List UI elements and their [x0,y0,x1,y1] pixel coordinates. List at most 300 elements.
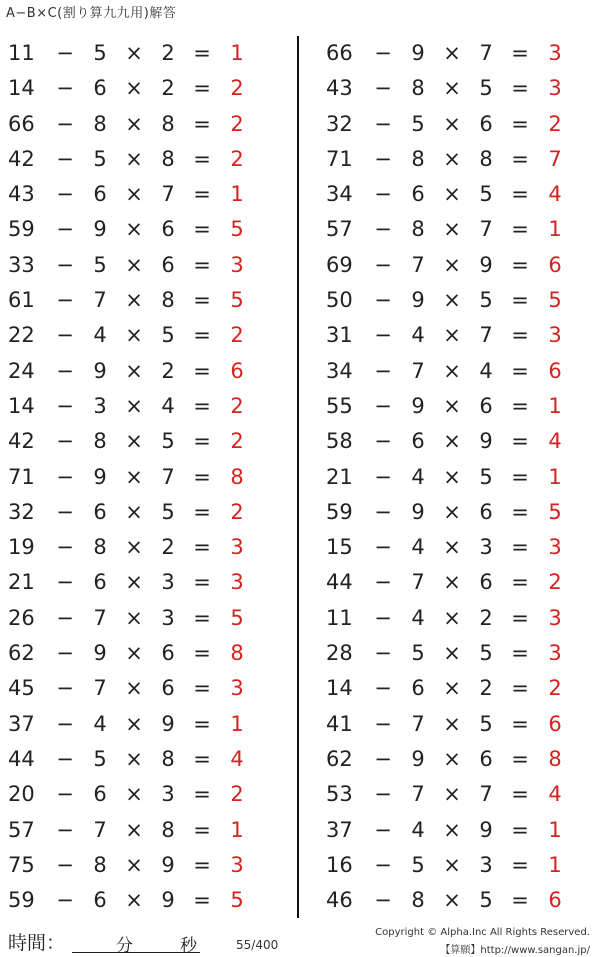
equals-sign: = [511,711,529,736]
times-sign: × [443,288,461,313]
minuend: 42 [8,146,35,171]
minus-sign: − [56,429,74,454]
times-sign: × [125,288,143,313]
equals-sign: = [193,676,211,701]
minuend: 53 [326,782,353,807]
equals-sign: = [511,641,529,666]
answer: 1 [548,217,562,242]
minuend: 19 [8,535,35,560]
multiplicand: 7 [411,782,425,807]
answer: 2 [230,393,244,418]
equals-sign: = [511,111,529,136]
times-sign: × [125,535,143,560]
times-sign: × [443,499,461,524]
answer: 3 [230,852,244,877]
minus-sign: − [56,41,74,65]
minus-sign: − [56,746,74,771]
times-sign: × [125,393,143,418]
multiplier: 9 [479,817,493,842]
minus-sign: − [374,676,392,701]
multiplicand: 4 [93,711,107,736]
minuend: 21 [326,464,353,489]
times-sign: × [125,111,143,136]
times-sign: × [443,252,461,277]
answer: 7 [548,146,562,171]
minuend: 14 [8,76,35,101]
equals-sign: = [511,605,529,630]
minuend: 34 [326,182,353,207]
answer: 8 [230,641,244,666]
answer: 6 [548,252,562,277]
multiplicand: 9 [93,217,107,242]
answer: 3 [548,535,562,560]
equals-sign: = [511,358,529,383]
equals-sign: = [193,41,211,65]
multiplier: 9 [479,252,493,277]
times-sign: × [125,429,143,454]
times-sign: × [125,888,143,913]
multiplicand: 5 [411,641,425,666]
equals-sign: = [193,852,211,877]
multiplier: 7 [479,41,493,65]
minuend: 59 [8,888,35,913]
times-sign: × [443,393,461,418]
times-sign: × [125,41,143,65]
multiplicand: 8 [411,217,425,242]
minuend: 16 [326,852,353,877]
minuend: 22 [8,323,35,348]
answer: 2 [548,676,562,701]
minuend: 75 [8,852,35,877]
minuend: 71 [326,146,353,171]
multiplicand: 8 [411,888,425,913]
multiplier: 5 [161,323,175,348]
multiplier: 7 [479,217,493,242]
times-sign: × [125,605,143,630]
multiplier: 7 [161,464,175,489]
answer: 4 [548,782,562,807]
multiplier: 3 [479,535,493,560]
minuend: 59 [326,499,353,524]
minuend: 42 [8,429,35,454]
minus-sign: − [56,217,74,242]
times-sign: × [125,782,143,807]
answer: 2 [230,146,244,171]
answer: 8 [548,746,562,771]
equals-sign: = [511,41,529,65]
answer: 2 [548,570,562,595]
minuend: 44 [8,746,35,771]
equals-sign: = [511,182,529,207]
minus-sign: − [56,641,74,666]
minuend: 66 [326,41,353,65]
minus-sign: − [56,605,74,630]
answer: 1 [548,393,562,418]
answer: 5 [230,288,244,313]
multiplier: 8 [479,146,493,171]
times-sign: × [125,641,143,666]
answer: 2 [548,111,562,136]
multiplier: 9 [161,888,175,913]
answer: 5 [230,605,244,630]
answer: 1 [230,182,244,207]
equals-sign: = [193,111,211,136]
times-sign: × [125,252,143,277]
times-sign: × [443,746,461,771]
minuend: 34 [326,358,353,383]
equals-sign: = [511,393,529,418]
minuend: 44 [326,570,353,595]
times-sign: × [125,323,143,348]
minus-sign: − [56,888,74,913]
answer: 2 [230,499,244,524]
times-sign: × [125,182,143,207]
multiplicand: 6 [93,499,107,524]
equals-sign: = [193,182,211,207]
equals-sign: = [193,535,211,560]
multiplier: 5 [161,499,175,524]
times-sign: × [443,535,461,560]
minus-sign: − [374,570,392,595]
minuend: 43 [8,182,35,207]
multiplicand: 4 [411,535,425,560]
minus-sign: − [56,358,74,383]
multiplicand: 6 [411,182,425,207]
minus-sign: − [374,429,392,454]
multiplicand: 6 [411,676,425,701]
minus-sign: − [374,146,392,171]
answer: 5 [548,288,562,313]
minuend: 31 [326,323,353,348]
minus-sign: − [374,817,392,842]
equals-sign: = [511,323,529,348]
copyright-notice: Copyright © Alpha.Inc All Rights Reserved. [375,927,590,938]
multiplicand: 8 [93,111,107,136]
times-sign: × [443,146,461,171]
multiplier: 7 [161,182,175,207]
equals-sign: = [193,146,211,171]
minus-sign: − [56,817,74,842]
minuend: 14 [8,393,35,418]
multiplicand: 8 [93,852,107,877]
minuend: 46 [326,888,353,913]
second-label: 秒 [180,936,197,956]
multiplier: 7 [479,323,493,348]
multiplicand: 7 [411,252,425,277]
minus-sign: − [56,570,74,595]
equals-sign: = [193,605,211,630]
times-sign: × [443,817,461,842]
multiplicand: 6 [93,182,107,207]
minus-sign: − [374,323,392,348]
minus-sign: − [56,288,74,313]
multiplier: 4 [479,358,493,383]
multiplicand: 9 [411,393,425,418]
equals-sign: = [193,746,211,771]
minus-sign: − [374,252,392,277]
multiplicand: 6 [411,429,425,454]
equals-sign: = [511,570,529,595]
answer: 1 [230,41,244,65]
multiplicand: 5 [93,746,107,771]
times-sign: × [443,41,461,65]
minus-sign: − [374,746,392,771]
minus-sign: − [56,782,74,807]
answer: 3 [230,535,244,560]
minus-sign: − [374,782,392,807]
times-sign: × [443,782,461,807]
answer: 3 [548,641,562,666]
minuend: 28 [326,641,353,666]
minus-sign: − [374,852,392,877]
times-sign: × [125,817,143,842]
minuend: 32 [326,111,353,136]
multiplier: 8 [161,817,175,842]
answer: 2 [230,323,244,348]
answer: 2 [230,76,244,101]
multiplicand: 6 [93,570,107,595]
answer: 8 [230,464,244,489]
times-sign: × [443,323,461,348]
equals-sign: = [193,464,211,489]
multiplicand: 4 [411,605,425,630]
site-url: 【算願】http://www.sangan.jp/ [440,945,590,956]
answer: 3 [548,323,562,348]
multiplicand: 9 [411,41,425,65]
multiplicand: 5 [411,852,425,877]
multiplier: 8 [161,111,175,136]
answer: 2 [230,429,244,454]
multiplier: 9 [161,711,175,736]
equals-sign: = [193,782,211,807]
minus-sign: − [56,252,74,277]
answer: 2 [230,782,244,807]
multiplicand: 5 [93,41,107,65]
minuend: 57 [326,217,353,242]
minus-sign: − [374,182,392,207]
answer: 6 [548,711,562,736]
minus-sign: − [374,41,392,65]
answer: 1 [548,817,562,842]
multiplier: 6 [479,746,493,771]
minus-sign: − [374,499,392,524]
minuend: 43 [326,76,353,101]
minuend: 62 [8,641,35,666]
minus-sign: − [374,711,392,736]
answer: 1 [548,852,562,877]
minus-sign: − [56,182,74,207]
times-sign: × [443,358,461,383]
multiplier: 6 [161,641,175,666]
times-sign: × [125,146,143,171]
minus-sign: − [374,111,392,136]
equals-sign: = [511,429,529,454]
minus-sign: − [374,641,392,666]
multiplicand: 7 [93,288,107,313]
times-sign: × [443,76,461,101]
equals-sign: = [511,535,529,560]
minus-sign: − [56,464,74,489]
minus-sign: − [374,76,392,101]
multiplicand: 6 [93,782,107,807]
minus-sign: − [374,393,392,418]
minus-sign: − [56,323,74,348]
times-sign: × [443,641,461,666]
multiplicand: 4 [93,323,107,348]
minus-sign: − [374,288,392,313]
times-sign: × [443,217,461,242]
times-sign: × [125,711,143,736]
minus-sign: − [374,217,392,242]
times-sign: × [125,570,143,595]
equals-sign: = [511,782,529,807]
multiplier: 7 [479,782,493,807]
answer: 3 [548,605,562,630]
equals-sign: = [193,252,211,277]
minute-label: 分 [116,936,133,956]
equals-sign: = [511,817,529,842]
multiplier: 5 [479,76,493,101]
multiplier: 6 [479,570,493,595]
multiplier: 5 [479,888,493,913]
minuend: 15 [326,535,353,560]
minuend: 62 [326,746,353,771]
multiplicand: 7 [411,711,425,736]
minuend: 32 [8,499,35,524]
answer: 4 [230,746,244,771]
minuend: 33 [8,252,35,277]
minuend: 55 [326,393,353,418]
multiplicand: 7 [411,358,425,383]
time-label: 時間： [8,932,66,954]
answer: 2 [230,111,244,136]
multiplier: 5 [479,288,493,313]
multiplicand: 9 [93,358,107,383]
times-sign: × [443,605,461,630]
minus-sign: − [56,676,74,701]
equals-sign: = [193,711,211,736]
multiplicand: 7 [93,605,107,630]
equals-sign: = [193,393,211,418]
answer: 3 [548,76,562,101]
multiplicand: 7 [93,817,107,842]
answer: 3 [230,252,244,277]
equals-sign: = [193,641,211,666]
times-sign: × [443,888,461,913]
multiplier: 3 [161,782,175,807]
equals-sign: = [193,76,211,101]
multiplicand: 7 [93,676,107,701]
equals-sign: = [511,676,529,701]
multiplier: 9 [161,852,175,877]
times-sign: × [125,676,143,701]
multiplier: 8 [161,746,175,771]
times-sign: × [125,746,143,771]
times-sign: × [125,358,143,383]
equals-sign: = [511,76,529,101]
multiplier: 2 [161,535,175,560]
times-sign: × [125,217,143,242]
multiplier: 6 [479,393,493,418]
multiplicand: 9 [93,641,107,666]
multiplier: 6 [161,676,175,701]
multiplicand: 8 [411,76,425,101]
equals-sign: = [193,888,211,913]
answer: 5 [548,499,562,524]
minuend: 11 [326,605,353,630]
equals-sign: = [193,358,211,383]
multiplier: 5 [479,464,493,489]
equals-sign: = [193,499,211,524]
times-sign: × [443,182,461,207]
minuend: 61 [8,288,35,313]
minuend: 45 [8,676,35,701]
times-sign: × [125,464,143,489]
answer: 6 [230,358,244,383]
multiplier: 3 [479,852,493,877]
equals-sign: = [511,288,529,313]
equals-sign: = [193,323,211,348]
minuend: 37 [326,817,353,842]
multiplicand: 5 [411,111,425,136]
multiplicand: 3 [93,393,107,418]
multiplier: 5 [161,429,175,454]
equals-sign: = [511,146,529,171]
minus-sign: − [56,76,74,101]
multiplier: 8 [161,288,175,313]
minuend: 20 [8,782,35,807]
minuend: 21 [8,570,35,595]
minuend: 66 [8,111,35,136]
equals-sign: = [193,288,211,313]
multiplicand: 4 [411,464,425,489]
minuend: 69 [326,252,353,277]
multiplier: 5 [479,182,493,207]
minuend: 57 [8,817,35,842]
answer: 4 [548,182,562,207]
answer: 3 [548,41,562,65]
answer: 6 [548,888,562,913]
times-sign: × [125,499,143,524]
multiplicand: 6 [93,76,107,101]
multiplicand: 9 [93,464,107,489]
minus-sign: − [56,852,74,877]
minus-sign: − [56,393,74,418]
page-number: 55/400 [236,938,279,952]
multiplicand: 7 [411,570,425,595]
multiplier: 3 [161,570,175,595]
minuend: 58 [326,429,353,454]
multiplicand: 5 [93,252,107,277]
minus-sign: − [56,499,74,524]
equals-sign: = [511,852,529,877]
times-sign: × [443,676,461,701]
equals-sign: = [511,499,529,524]
minuend: 59 [8,217,35,242]
minuend: 50 [326,288,353,313]
column-divider [297,36,299,918]
multiplier: 2 [161,76,175,101]
multiplier: 2 [161,358,175,383]
multiplier: 6 [161,252,175,277]
minus-sign: − [56,711,74,736]
equals-sign: = [511,252,529,277]
multiplicand: 8 [411,146,425,171]
multiplicand: 9 [411,288,425,313]
times-sign: × [443,429,461,454]
answer: 3 [230,676,244,701]
minuend: 41 [326,711,353,736]
